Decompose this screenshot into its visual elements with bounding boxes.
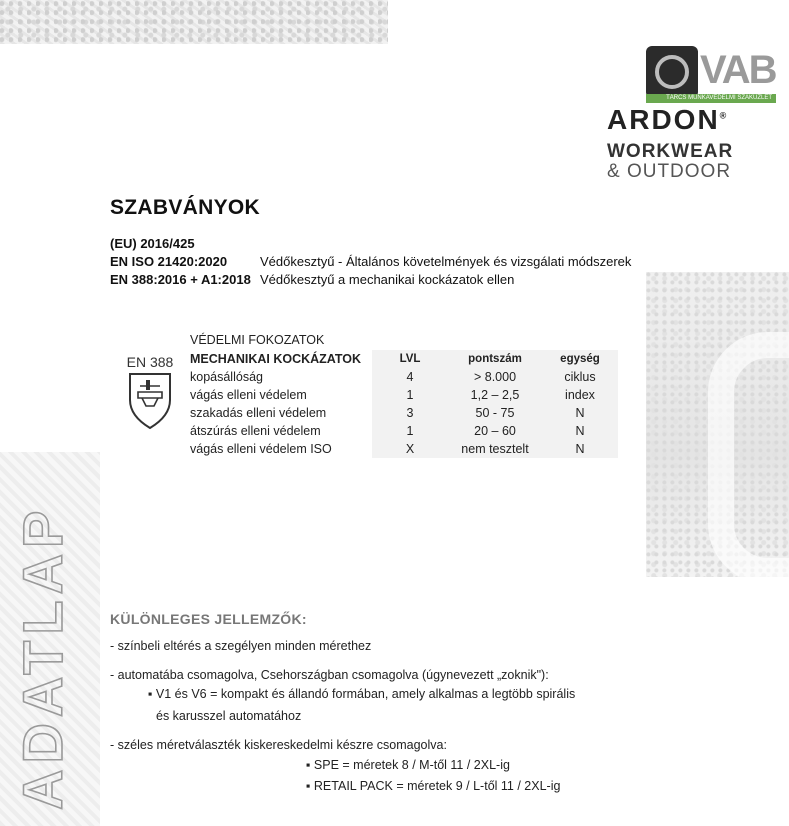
standard-row bbox=[110, 272, 515, 287]
column-header: LVL bbox=[372, 350, 448, 368]
table-cell: kopásállóság bbox=[190, 370, 263, 384]
table-row bbox=[190, 386, 618, 404]
logo-badge-icon bbox=[646, 46, 698, 98]
table-cell: N bbox=[542, 404, 618, 422]
table-cell: szakadás elleni védelem bbox=[190, 406, 327, 420]
pictogram-code: EN 388 bbox=[126, 354, 174, 370]
table-cell: átszúrás elleni védelem bbox=[190, 424, 321, 438]
feature-subitem: ▪ V1 és V6 = kompakt és állandó formában, amely alkalmas a legtöbb spirális bbox=[148, 687, 576, 701]
standard-code: EN ISO 21420:2020 bbox=[110, 254, 228, 269]
table-cell: X bbox=[372, 440, 448, 458]
protection-table bbox=[190, 350, 618, 458]
logo-tagline: TÁRCS MUNKAVÉDELMI SZAKÜZLET bbox=[646, 94, 776, 103]
table-cell: vágás elleni védelem bbox=[190, 388, 307, 402]
page-title: SZABVÁNYOK bbox=[110, 196, 261, 219]
column-header: MECHANIKAI KOCKÁZATOK bbox=[190, 352, 362, 366]
feature-subitem: ▪ SPE = méretek 8 / M-től 11 / 2XL-ig bbox=[306, 758, 510, 772]
background-texture-right bbox=[646, 272, 789, 577]
feature-item: - színbeli eltérés a szegélyen minden mérethez bbox=[110, 639, 372, 653]
table-cell: ciklus bbox=[542, 368, 618, 386]
table-header-row bbox=[190, 350, 618, 368]
table-row bbox=[190, 422, 618, 440]
column-header: egység bbox=[542, 350, 618, 368]
table-cell: 1,2 – 2,5 bbox=[448, 386, 542, 404]
protection-heading: VÉDELMI FOKOZATOK bbox=[190, 333, 325, 347]
column-header: pontszám bbox=[448, 350, 542, 368]
standard-row bbox=[110, 236, 195, 251]
standard-code: EN 388:2016 + A1:2018 bbox=[110, 272, 251, 287]
table-cell: 1 bbox=[372, 386, 448, 404]
brand-line-2: & OUTDOOR bbox=[607, 161, 732, 182]
table-row bbox=[190, 440, 618, 458]
feature-item: - széles méretválaszték kiskereskedelmi készre csomagolva: bbox=[110, 738, 447, 752]
table-cell: vágás elleni védelem ISO bbox=[190, 442, 332, 456]
standard-description: Védőkesztyű - Általános követelmények és vizsgálati módszerek bbox=[260, 254, 632, 269]
brand-line-1: WORKWEAR bbox=[607, 141, 734, 162]
table-row bbox=[190, 404, 618, 422]
table-cell: 20 – 60 bbox=[448, 422, 542, 440]
decorative-ring bbox=[708, 332, 789, 584]
table-cell: index bbox=[542, 386, 618, 404]
table-cell: 50 - 75 bbox=[448, 404, 542, 422]
logo-letters: VAB bbox=[700, 48, 776, 92]
side-label: ADATLAP bbox=[11, 504, 74, 810]
table-cell: nem tesztelt bbox=[448, 440, 542, 458]
table-cell: N bbox=[542, 440, 618, 458]
brand-name-text: ARDON bbox=[607, 104, 720, 135]
feature-subitem: és karusszel automatához bbox=[156, 709, 302, 723]
background-texture-top bbox=[0, 0, 388, 44]
table-row bbox=[190, 368, 618, 386]
vab-logo bbox=[646, 46, 776, 104]
shield-icon bbox=[122, 350, 178, 432]
table-cell: 4 bbox=[372, 368, 448, 386]
feature-subitem: ▪ RETAIL PACK = méretek 9 / L-től 11 / 2XL-ig bbox=[306, 779, 561, 793]
feature-item: - automatába csomagolva, Csehországban csomagolva (úgynevezett „zoknik"): bbox=[110, 668, 549, 682]
registered-mark: ® bbox=[719, 110, 727, 121]
table-cell: > 8.000 bbox=[448, 368, 542, 386]
standard-description: Védőkesztyű a mechanikai kockázatok ellen bbox=[260, 272, 515, 287]
table-cell: 3 bbox=[372, 404, 448, 422]
en388-pictogram bbox=[122, 350, 178, 432]
brand-name bbox=[607, 104, 726, 136]
table-cell: 1 bbox=[372, 422, 448, 440]
standard-row bbox=[110, 254, 632, 269]
standard-code: (EU) 2016/425 bbox=[110, 236, 195, 251]
table-cell: N bbox=[542, 422, 618, 440]
features-title: KÜLÖNLEGES JELLEMZŐK: bbox=[110, 611, 307, 627]
